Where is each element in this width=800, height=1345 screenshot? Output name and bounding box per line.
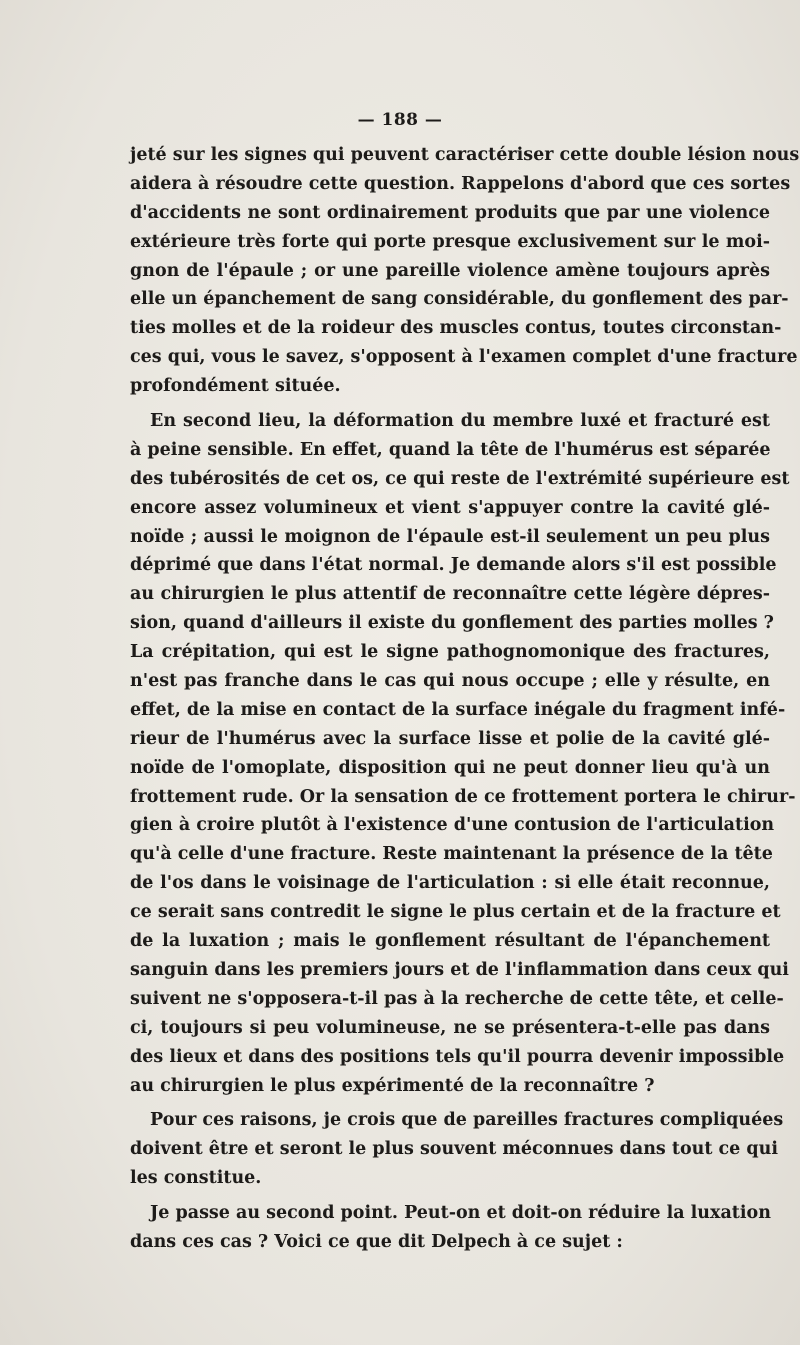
text-line: aidera à résoudre cette question. Rappelons d'abord que ces sortes <box>130 173 791 194</box>
text-line: extérieure très forte qui porte presque exclusivement sur le moi- <box>130 231 770 252</box>
text-line: profondément située. <box>130 376 341 397</box>
text-line: encore assez volumineux et vient s'appuyer contre la cavité glé- <box>130 497 770 518</box>
text-line: gnon de l'épaule ; or une pareille violence amène toujours après <box>130 260 770 281</box>
text-line: Pour ces raisons, je crois que de pareilles fractures compliquées <box>150 1110 784 1131</box>
text-line: La crépitation, qui est le signe pathognomonique des fractures, <box>130 642 770 663</box>
text-line: noïde ; aussi le moignon de l'épaule est-il seulement un peu plus <box>130 526 770 547</box>
paragraph <box>130 407 796 1100</box>
text-line: noïde de l'omoplate, disposition qui ne peut donner lieu qu'à un <box>130 757 770 778</box>
text-line: ties molles et de la roideur des muscles contus, toutes circonstan- <box>130 318 782 339</box>
text-line: doivent être et seront le plus souvent méconnues dans tout ce qui <box>130 1139 779 1160</box>
text-line: déprimé que dans l'état normal. Je demande alors s'il est possible <box>130 555 777 576</box>
text-line: n'est pas franche dans le cas qui nous occupe ; elle y résulte, en <box>130 671 770 692</box>
text-line: jeté sur les signes qui peuvent caractériser cette double lésion nous <box>130 145 800 165</box>
text-line: effet, de la mise en contact de la surface inégale du fragment infé- <box>130 699 786 720</box>
text-line: frottement rude. Or la sensation de ce frottement portera le chirur- <box>130 786 796 807</box>
text-line: au chirurgien le plus expérimenté de la reconnaître ? <box>130 1075 655 1096</box>
text-line: sion, quand d'ailleurs il existe du gonflement des parties molles ? <box>130 613 774 634</box>
text-line: elle un épanchement de sang considérable, du gonflement des par- <box>130 289 789 310</box>
text-line: En second lieu, la déformation du membre luxé et fracturé est <box>150 411 770 432</box>
text-line: ce serait sans contredit le signe le plus certain et de la fracture et <box>130 902 781 923</box>
text-line: d'accidents ne sont ordinairement produits que par une violence <box>130 202 770 223</box>
text-line: de la luxation ; mais le gonflement résultant de l'épanchement <box>130 931 770 952</box>
paragraph <box>130 141 800 401</box>
text-line: à peine sensible. En effet, quand la tête de l'humérus est séparée <box>130 439 771 460</box>
page-number: — 188 — <box>357 110 443 130</box>
text-line: qu'à celle d'une fracture. Reste maintenant la présence de la tête <box>130 844 773 865</box>
text-line: dans ces cas ? Voici ce que dit Delpech à ce sujet : <box>130 1231 623 1252</box>
text-line: sanguin dans les premiers jours et de l'inflammation dans ceux qui <box>130 959 789 980</box>
text-line: au chirurgien le plus attentif de reconnaître cette légère dépres- <box>130 584 770 605</box>
text-line: Je passe au second point. Peut-on et doit-on réduire la luxation <box>150 1203 771 1224</box>
body-text <box>130 141 800 1257</box>
text-line: les constitue. <box>130 1168 262 1189</box>
text-line: de l'os dans le voisinage de l'articulation : si elle était reconnue, <box>130 873 770 894</box>
text-line: gien à croire plutôt à l'existence d'une contusion de l'articulation <box>130 815 775 836</box>
text-line: suivent ne s'opposera-t-il pas à la recherche de cette tête, et celle- <box>130 988 784 1009</box>
text-line: ces qui, vous le savez, s'opposent à l'examen complet d'une fracture <box>130 347 798 368</box>
text-line: des tubérosités de cet os, ce qui reste de l'extrémité supérieure est <box>130 468 790 489</box>
paragraph <box>130 1199 770 1257</box>
text-line: rieur de l'humérus avec la surface lisse et polie de la cavité glé- <box>130 728 770 749</box>
text-line: ci, toujours si peu volumineuse, ne se présentera-t-elle pas dans <box>130 1017 770 1038</box>
text-line: des lieux et dans des positions tels qu'il pourra devenir impossible <box>130 1046 785 1067</box>
paragraph <box>130 1106 784 1193</box>
